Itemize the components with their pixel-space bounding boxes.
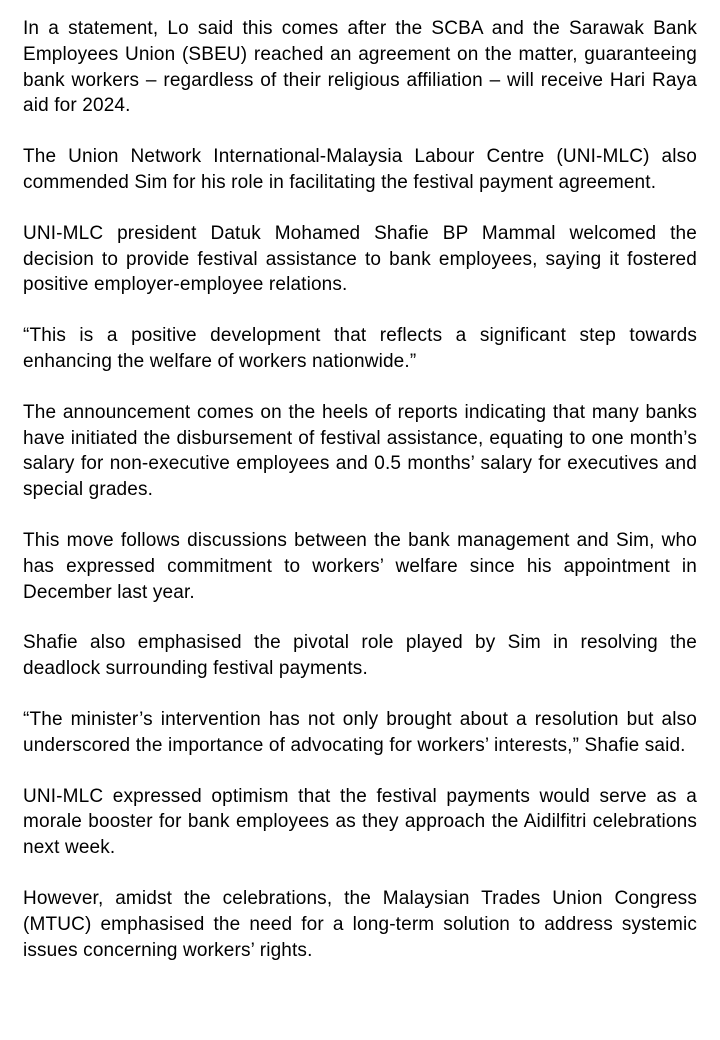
- paragraph-lo-statement: In a statement, Lo said this comes after the SCBA and the Sarawak Bank Employees Union (SBEU) reached an agreement on the matter, guaranteeing bank workers – regardless of their religious affiliation – will receive Hari Raya aid for 2024.: [23, 18, 697, 117]
- paragraph-uni-mlc-commendation: The Union Network International-Malaysia Labour Centre (UNI-MLC) also commended Sim for his role in facilitating the festival payment agreement.: [23, 146, 697, 193]
- paragraph-pivotal-role: Shafie also emphasised the pivotal role played by Sim in resolving the deadlock surrounding festival payments.: [23, 632, 697, 680]
- paragraph-minister-quote: “The minister’s intervention has not only brought about a resolution but also underscored the importance of advocating for workers’ interests,” Shafie said.: [23, 708, 697, 756]
- paragraph-festival-assistance: The announcement comes on the heels of reports indicating that many banks have initiated the disbursement of festival assistance, equating to one month’s salary for non-executive employees and 0.5 months’ salary for executives and special grades.: [23, 401, 697, 501]
- paragraph-positive-development-quote: “This is a positive development that reflects a significant step towards enhancing the welfare of workers nationwide.”: [23, 325, 697, 372]
- paragraph-mtuc-solution: However, amidst the celebrations, the Malaysian Trades Union Congress (MTUC) emphasised the need for a long-term solution to address systemic issues concerning workers’ rights.: [23, 887, 697, 961]
- paragraph-shafie-welcome: UNI-MLC president Datuk Mohamed Shafie BP Mammal welcomed the decision to provide festival assistance to bank employees, saying it fostered positive employer-employee relations.: [23, 222, 697, 296]
- paragraph-morale-booster: UNI-MLC expressed optimism that the festival payments would serve as a morale booster for bank employees as they approach the Aidilfitri celebrations next week.: [23, 785, 697, 859]
- paragraph-discussions: This move follows discussions between the bank management and Sim, who has expressed commitment to workers’ welfare since his appointment in December last year.: [23, 529, 697, 603]
